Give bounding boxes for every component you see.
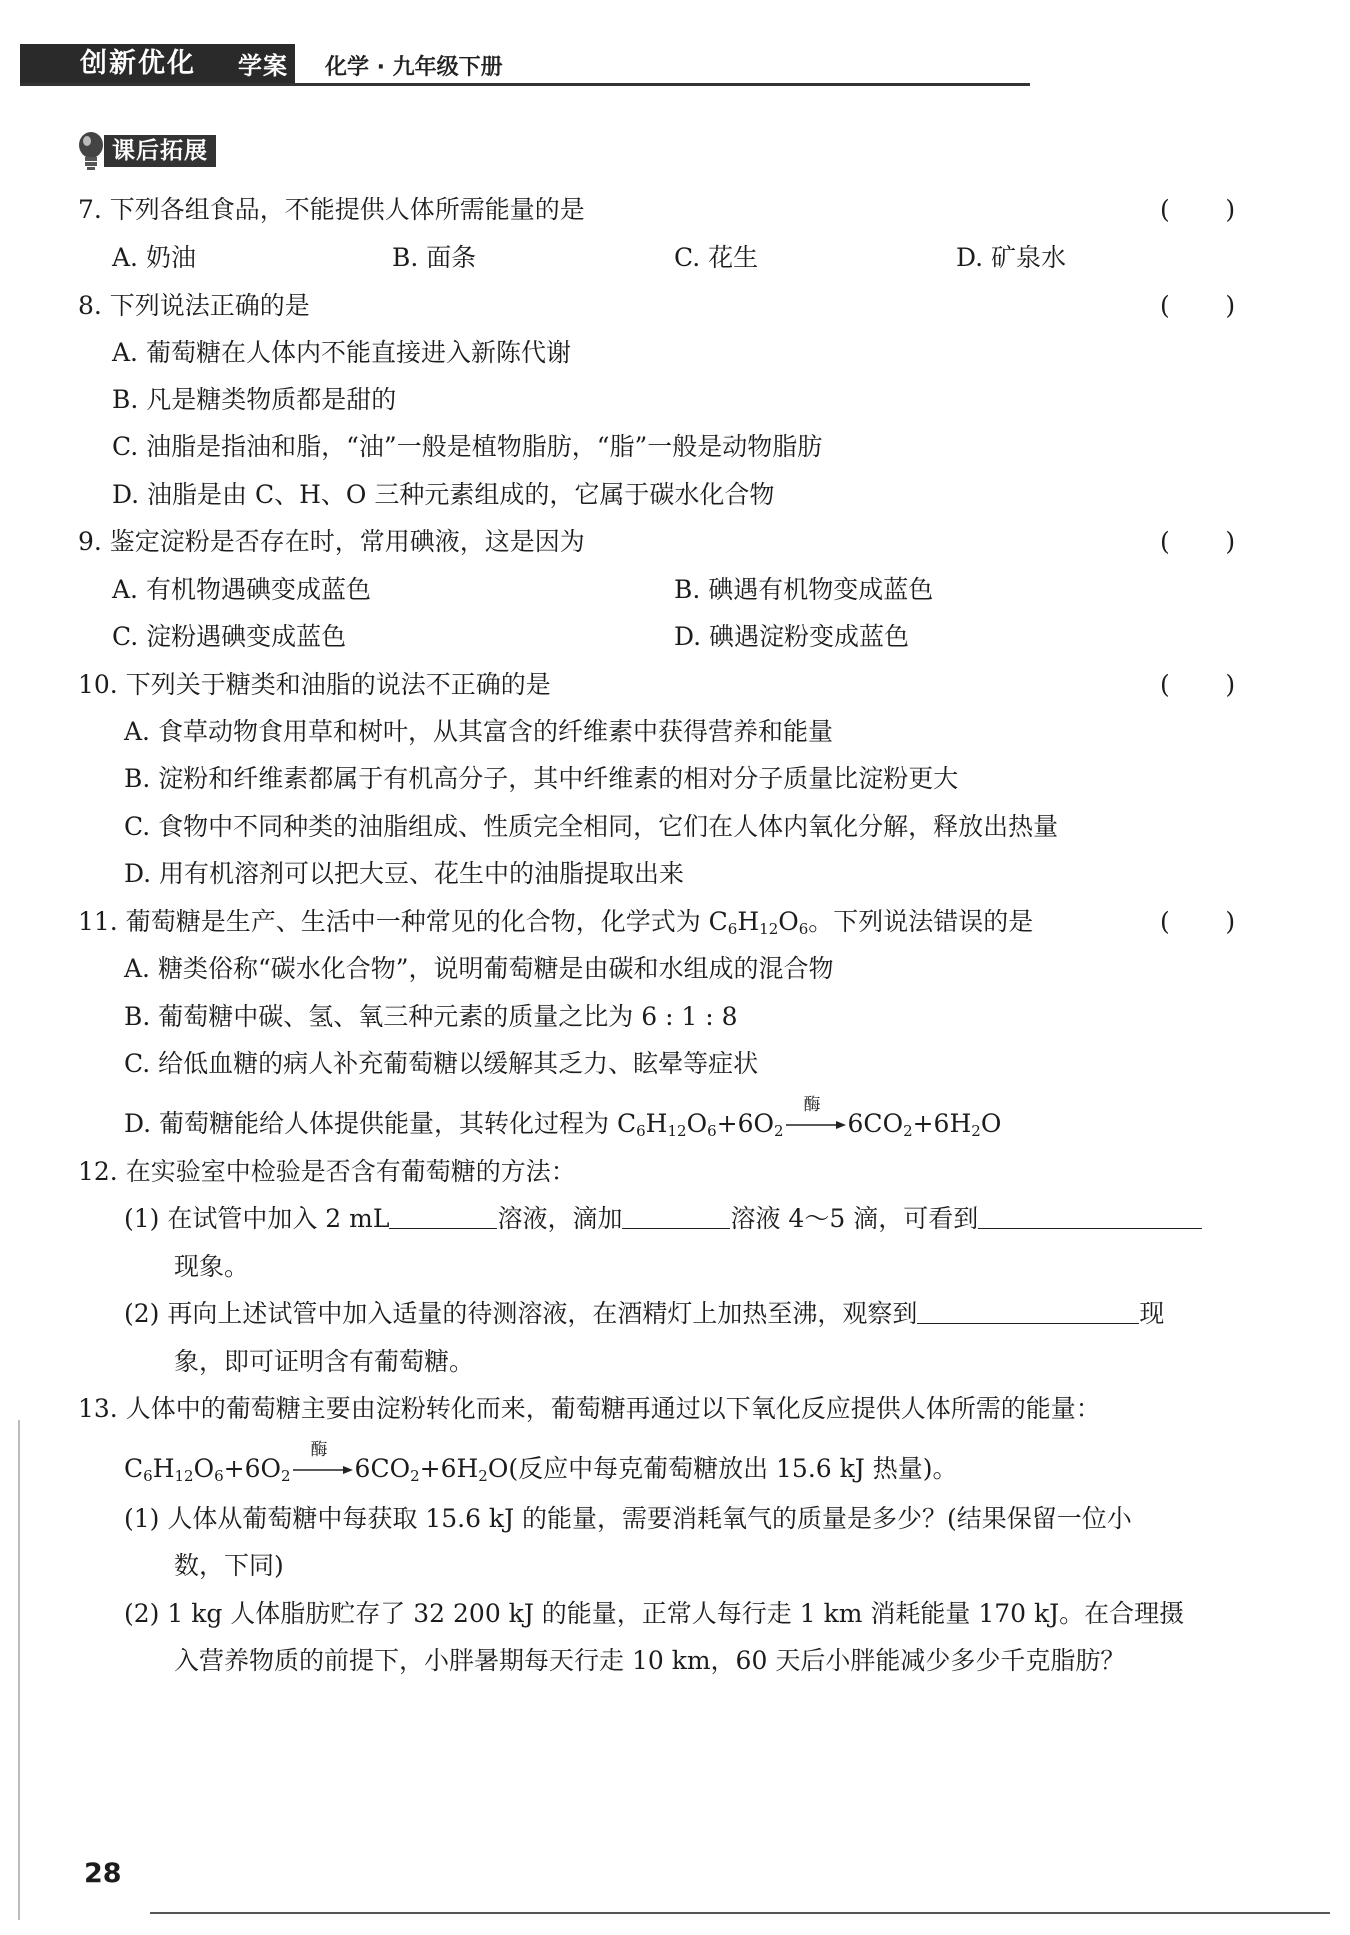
q7-answer-paren[interactable]: ( ) xyxy=(1160,195,1236,224)
header-brand: 创新优化 xyxy=(80,48,196,79)
q9-answer-paren[interactable]: ( ) xyxy=(1160,527,1236,556)
q11-stem: 11. 葡萄糖是生产、生活中一种常见的化合物，化学式为 $C_6H_{12}O_6$。下列说法错误的是 xyxy=(78,907,1034,938)
q11-option-a: A. 糖类俗称“碳水化合物”，说明葡萄糖是由碳和水组成的混合物 xyxy=(124,954,834,983)
q10-option-a: A. 食草动物食用草和树叶，从其富含的纤维素中获得营养和能量 xyxy=(124,717,833,746)
q9-option-c: C. 淀粉遇碘变成蓝色 xyxy=(112,622,347,651)
q12-blank-2[interactable] xyxy=(622,1204,730,1229)
q8-stem: 8. 下列说法正确的是 xyxy=(78,291,310,320)
q7-option-b: B. 面条 xyxy=(392,243,477,272)
q8-option-d: D. 油脂是由 C、H、O 三种元素组成的，它属于碳水化合物 xyxy=(112,480,775,509)
q10-answer-paren[interactable]: ( ) xyxy=(1160,670,1236,699)
q10-option-b: B. 淀粉和纤维素都属于有机高分子，其中纤维素的相对分子质量比淀粉更大 xyxy=(124,764,959,793)
reaction-arrow-2 xyxy=(293,1440,353,1479)
q10-option-c: C. 食物中不同种类的油脂组成、性质完全相同，它们在人体内氧化分解，释放出热量 xyxy=(124,812,1059,841)
q12-blank-1[interactable] xyxy=(389,1204,497,1229)
lightbulb-icon xyxy=(76,130,106,172)
q12-stem: 12. 在实验室中检验是否含有葡萄糖的方法： xyxy=(78,1157,576,1186)
q10-option-d: D. 用有机溶剂可以把大豆、花生中的油脂提取出来 xyxy=(124,859,685,888)
section-tag: 课后拓展 xyxy=(104,135,216,167)
q7-option-c: C. 花生 xyxy=(674,243,759,272)
q8-option-b: B. 凡是糖类物质都是甜的 xyxy=(112,385,397,414)
q7-option-d: D. 矿泉水 xyxy=(956,243,1067,272)
catalyst-label: 酶 xyxy=(803,1095,821,1115)
q7-stem: 7. 下列各组食品，不能提供人体所需能量的是 xyxy=(78,195,585,224)
q8-option-c: C. 油脂是指油和脂，“油”一般是植物脂肪，“脂”一般是动物脂肪 xyxy=(112,432,823,461)
q13-part2-cont: 入营养物质的前提下，小胖暑期每天行走 10 km，60 天后小胖能减少多少千克脂肪？ xyxy=(174,1646,1126,1675)
q13-stem: 13. 人体中的葡萄糖主要由淀粉转化而来，葡萄糖再通过以下氧化反应提供人体所需的能量： xyxy=(78,1394,1101,1423)
q13-part1: (1) 人体从葡萄糖中每获取 15.6 kJ 的能量，需要消耗氧气的质量是多少？(结果保留一位小 xyxy=(124,1504,1132,1533)
q9-option-d: D. 碘遇淀粉变成蓝色 xyxy=(674,622,910,651)
reaction-arrow xyxy=(786,1095,846,1134)
q11-option-b: B. 葡萄糖中碳、氢、氧三种元素的质量之比为 6 : 1 : 8 xyxy=(124,1002,738,1031)
page-number: 28 xyxy=(84,1858,122,1889)
q9-option-b: B. 碘遇有机物变成蓝色 xyxy=(674,575,934,604)
q13-equation: $C_6H_{12}O_6+6O_2$ 酶 $6CO_2+6H_2O$(反应中每克葡萄糖放出 15.6 kJ 热量)。 xyxy=(124,1440,958,1485)
q8-option-a: A. 葡萄糖在人体内不能直接进入新陈代谢 xyxy=(112,338,571,367)
q12-blank-4[interactable] xyxy=(917,1299,1139,1324)
header-sub: 学案 xyxy=(238,52,288,80)
q10-stem: 10. 下列关于糖类和油脂的说法不正确的是 xyxy=(78,670,551,699)
q12-part1: (1) 在试管中加入 2 mL 溶液，滴加 溶液 4～5 滴，可看到 xyxy=(124,1203,1202,1235)
q12-part2-cont: 象，即可证明含有葡萄糖。 xyxy=(174,1347,475,1376)
q7-option-a: A. 奶油 xyxy=(112,243,196,272)
footer-rule xyxy=(150,1912,1330,1914)
q13-part1-cont: 数，下同) xyxy=(174,1551,284,1580)
header-title: 化学 · 九年级下册 xyxy=(325,55,503,80)
q12-part1-cont: 现象。 xyxy=(174,1252,250,1281)
q11-option-c: C. 给低血糖的病人补充葡萄糖以缓解其乏力、眩晕等症状 xyxy=(124,1049,759,1078)
margin-rule xyxy=(18,1420,20,1920)
header-rule xyxy=(20,83,1030,86)
header-band xyxy=(20,44,295,84)
q13-part2: (2) 1 kg 人体脂肪贮存了 32 200 kJ 的能量，正常人每行走 1 km 消耗能量 170 kJ。在合理摄 xyxy=(124,1599,1185,1628)
q11-answer-paren[interactable]: ( ) xyxy=(1160,907,1236,936)
q9-option-a: A. 有机物遇碘变成蓝色 xyxy=(112,575,371,604)
q12-blank-3[interactable] xyxy=(978,1204,1202,1229)
q8-answer-paren[interactable]: ( ) xyxy=(1160,291,1236,320)
catalyst-label-2: 酶 xyxy=(310,1440,328,1460)
q9-stem: 9. 鉴定淀粉是否存在时，常用碘液，这是因为 xyxy=(78,527,585,556)
q12-part2: (2) 再向上述试管中加入适量的待测溶液，在酒精灯上加热至沸，观察到 现 xyxy=(124,1299,1165,1328)
q11-option-d: D. 葡萄糖能给人体提供能量，其转化过程为 $C_6H_{12}O_6+6O_2$ 酶 $6CO_2+6H_2O$ xyxy=(124,1095,1002,1140)
